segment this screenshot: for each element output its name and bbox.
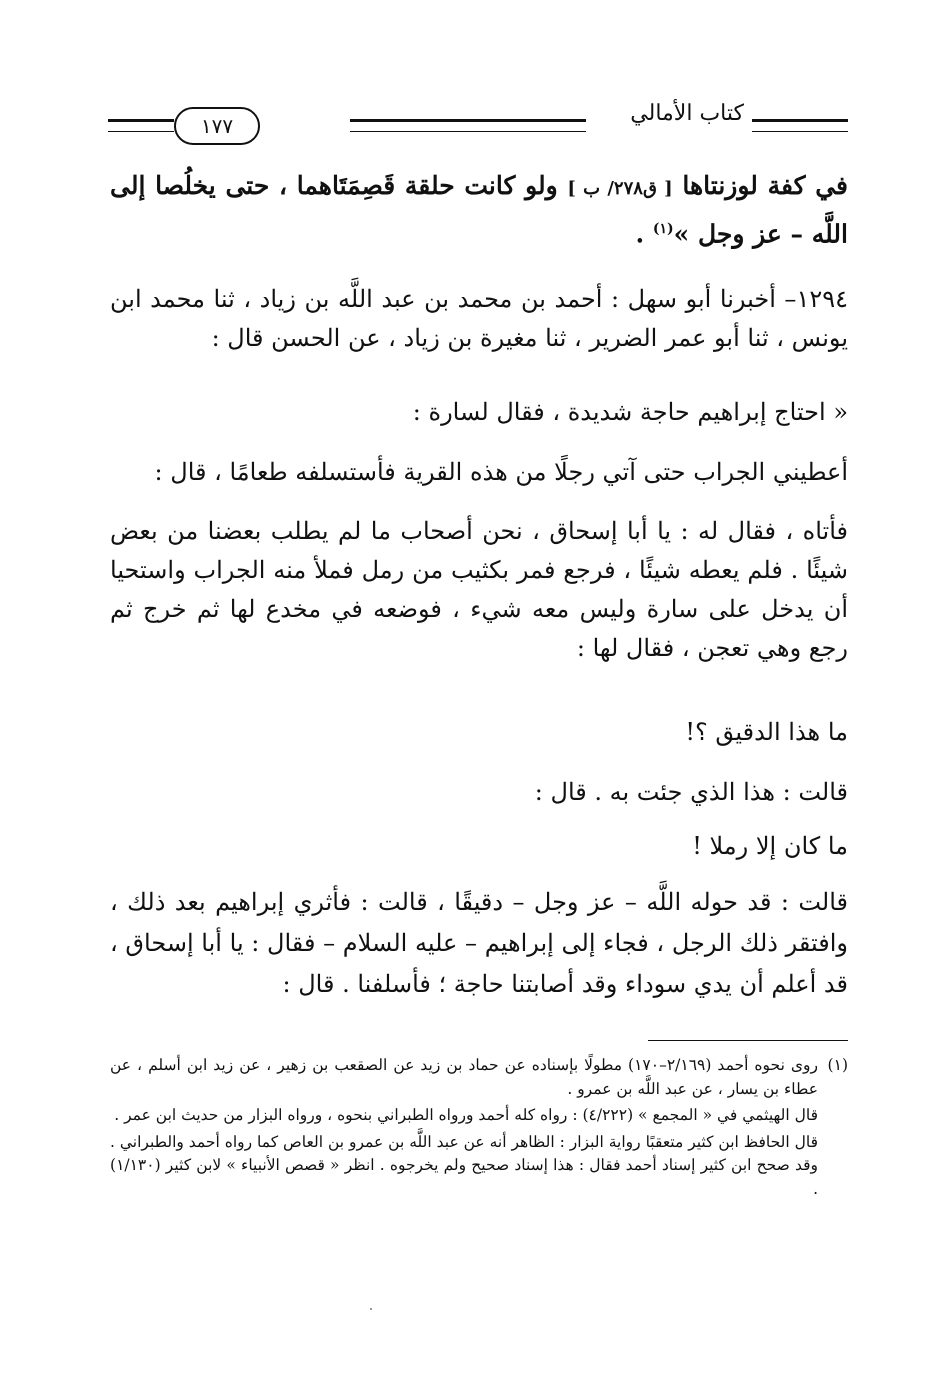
paragraph-hadith-end [110, 166, 848, 254]
footnote-marker: (١) [652, 221, 674, 237]
footnotes-section [110, 1054, 848, 1204]
paragraph-request: أعطيني الجراب حتى آتي رجلًا من هذه القرية فأستسلفه طعامًا ، قال : [154, 458, 848, 486]
page-number: ١٧٧ [174, 107, 260, 145]
text-segment: . [635, 219, 653, 249]
text-segment: ولو كانت حلقة قَصِمَتَاهما ، حتى يخلُصا إلى اللَّه – عز وجل » [110, 171, 848, 249]
paragraph-narrative: فأتاه ، فقال له : يا أبا إسحاق ، نحن أصحاب ما لم يطلب بعضنا من بعض شيئًا . فلم يعطه شيئًا ، فرجع فمر بكثيب من رمل فملأ منه الجراب واستحيا أن يدخل على سارة وليس معه شيء ، فوضعه في مخدع لها ثم خرج ثم رجع وهي تعجن ، فقال لها : [110, 517, 848, 662]
footnote-1-continuation: قال الهيثمي في « المجمع » (٤/٢٢٢) : رواه كله أحمد ورواه الطبراني بنحوه ، ورواه البزار من حديث ابن عمر . [114, 1106, 818, 1124]
paragraph-isnad-1294: ١٢٩٤– أخبرنا أبو سهل : أحمد بن محمد بن عبد اللَّه بن زياد ، ثنا محمد ابن يونس ، ثنا أبو عمر الضرير ، ثنا مغيرة بن زياد ، عن الحسن قال : [110, 285, 848, 352]
footnote-number: (١) [827, 1056, 848, 1074]
paragraph-answer: قالت : هذا الذي جئت به . قال : [534, 778, 848, 806]
paragraph-ending: قالت : قد حوله اللَّه – عز وجل – دقيقًا ، قالت : فأثري إبراهيم بعد ذلك ، وافتقر ذلك الرجل ، فجاء إلى إبراهيم – عليه السلام – فقال : يا أبا إسحاق ، قد أعلم أن يدي سوداء وقد أصابتنا حاجة ؛ فأسلفنا . قال : [110, 888, 848, 998]
paragraph-question: ما هذا الدقيق ؟! [685, 718, 848, 746]
paragraph-quote-start: « احتاج إبراهيم حاجة شديدة ، فقال لسارة : [412, 398, 848, 426]
footnote-text: روى نحوه أحمد (٢/١٦٩–١٧٠) مطولًا بإسناده عن حماد بن زيد عن الصقعب بن زهير ، عن زيد ابن أسلم ، عن عطاء بن يسار ، عن عبد اللَّه بن عمرو . [110, 1056, 818, 1098]
header-rule-right [752, 119, 848, 132]
book-title: كتاب الأمالي [630, 101, 744, 126]
manuscript-reference: [ ق٢٧٨/ ب ] [567, 178, 673, 199]
header-rule-middle [350, 119, 586, 132]
footnote-1 [110, 1054, 848, 1101]
header-rule-left [108, 119, 174, 132]
scan-speck [370, 1308, 372, 1310]
footnote-separator [648, 1040, 848, 1041]
footnote-1-continuation: قال الحافظ ابن كثير متعقبًا رواية البزار : الظاهر أنه عن عبد اللَّه بن عمرو بن العاص كما رواه أحمد والطبراني . وقد صحح ابن كثير إسناد أحمد فقال : هذا إسناد صحيح ولم يخرجوه . انظر « قصص الأنبياء » لابن كثير (١/١٣٠) . [110, 1132, 818, 1198]
paragraph-sand: ما كان إلا رملا ! [692, 832, 848, 860]
text-segment: في كفة لوزنتاها [682, 171, 848, 200]
running-header [108, 93, 848, 143]
